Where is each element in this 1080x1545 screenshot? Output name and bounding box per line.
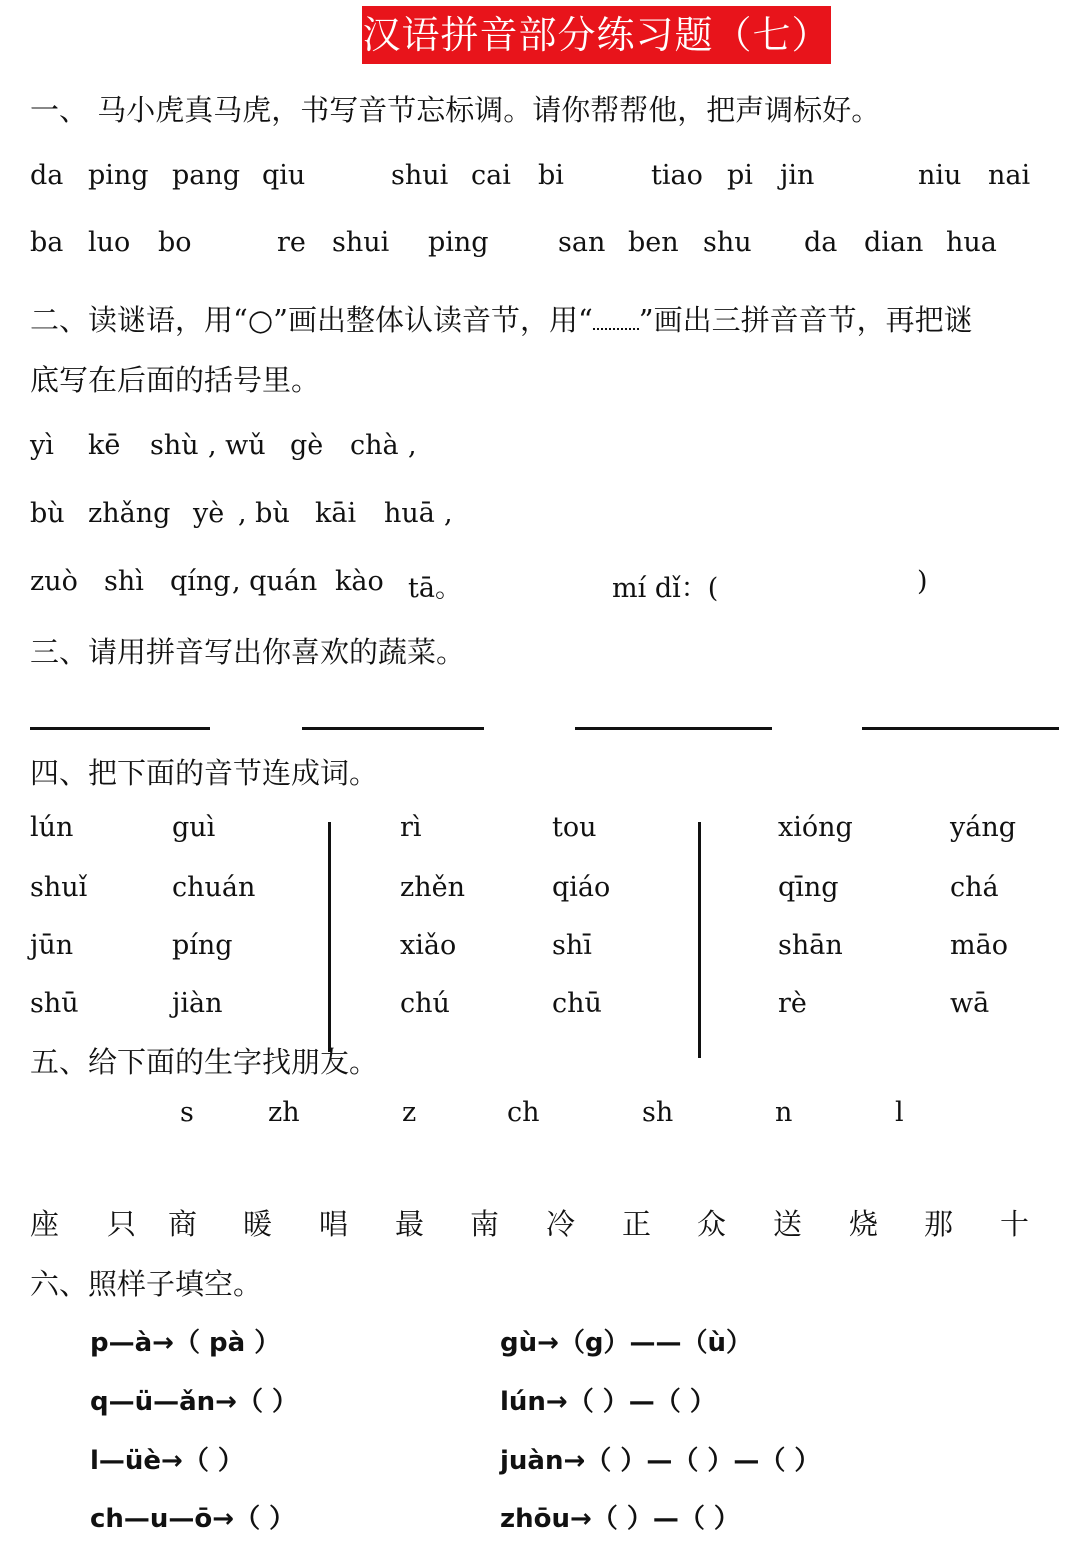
chinese-character: 冷 — [546, 1207, 576, 1241]
syllable-right: chū — [552, 988, 602, 1019]
syllable-right: qiáo — [552, 872, 611, 903]
riddle-syllable: shù — [150, 430, 199, 461]
riddle-syllable: , — [408, 430, 417, 461]
answer-blank-2[interactable] — [302, 727, 484, 730]
riddle-syllable: yì — [30, 430, 54, 461]
pinyin-syllable: san — [558, 227, 606, 258]
riddle-syllable: , wǔ — [208, 430, 266, 461]
section-6-heading: 六、照样子填空。 — [30, 1267, 263, 1301]
syllable-left: rè — [778, 988, 807, 1019]
syllable-left: jūn — [30, 930, 74, 961]
initial-consonant: s — [180, 1097, 194, 1128]
riddle-syllable: qíng — [170, 566, 231, 597]
riddle-syllable: , bù — [238, 498, 290, 529]
initial-consonant: l — [895, 1097, 904, 1128]
chinese-character: 送 — [773, 1207, 803, 1241]
syllable-left: zhěn — [400, 872, 465, 903]
pinyin-syllable: shu — [703, 227, 752, 258]
chinese-character: 南 — [470, 1207, 500, 1241]
chinese-character: 十 — [1000, 1207, 1030, 1241]
pinyin-syllable: niu — [918, 160, 962, 191]
riddle-syllable: gè — [290, 430, 324, 461]
pinyin-syllable: qiu — [262, 160, 306, 191]
riddle-syllable: kē — [88, 430, 121, 461]
chinese-character: 众 — [697, 1207, 727, 1241]
example-right: juàn→（ ）—（ ）—（ ） — [500, 1446, 821, 1476]
syllable-left: xióng — [778, 812, 853, 843]
pinyin-syllable: luo — [88, 227, 131, 258]
riddle-syllable: , quán — [232, 566, 318, 597]
syllable-left: qīng — [778, 872, 839, 903]
riddle-syllable: zhǎng — [88, 498, 171, 529]
example-left: l—üè→（ ） — [90, 1446, 244, 1476]
column-divider-2 — [698, 822, 701, 1058]
section-5-heading: 五、给下面的生字找朋友。 — [30, 1045, 379, 1079]
section-2-heading-part-a: 二、读谜语，用“○”画出整体认读音节，用“ — [30, 303, 593, 337]
example-right: zhōu→（ ）—（ ） — [500, 1504, 740, 1534]
wavy-underline-sample — [593, 306, 639, 330]
chinese-character: 唱 — [319, 1207, 349, 1241]
syllable-left: rì — [400, 812, 422, 843]
initial-consonant: ch — [507, 1097, 540, 1128]
pinyin-syllable: ping — [428, 227, 489, 258]
section-2-heading — [30, 298, 973, 339]
syllable-right: píng — [172, 930, 233, 961]
section-2-heading-part-b: ”画出三拼音音节，再把谜 — [638, 303, 973, 337]
riddle-syllable: huā — [384, 498, 435, 529]
section-4-heading: 四、把下面的音节连成词。 — [30, 756, 379, 790]
syllable-left: chú — [400, 988, 450, 1019]
section-1-heading: 一、 马小虎真马虎，书写音节忘标调。请你帮帮他，把声调标好。 — [30, 93, 881, 127]
pinyin-syllable: bo — [158, 227, 192, 258]
pinyin-syllable: pang — [172, 160, 241, 191]
riddle-syllable: tā。 — [408, 573, 462, 604]
syllable-left: shuǐ — [30, 872, 88, 903]
chinese-character: 烧 — [849, 1207, 879, 1241]
example-left: q—ü—ǎn→（ ） — [90, 1387, 299, 1417]
answer-blank-3[interactable] — [575, 727, 772, 730]
syllable-left: shū — [30, 988, 79, 1019]
chinese-character: 只 — [107, 1207, 137, 1241]
riddle-syllable: zuò — [30, 566, 78, 597]
chinese-character: 最 — [395, 1207, 425, 1241]
column-divider-1 — [328, 822, 331, 1052]
chinese-character: 暖 — [243, 1207, 273, 1241]
initial-consonant: n — [775, 1097, 793, 1128]
pinyin-syllable: re — [277, 227, 306, 258]
chinese-character: 那 — [924, 1207, 954, 1241]
pinyin-syllable: tiao — [651, 160, 703, 191]
pinyin-syllable: ping — [88, 160, 149, 191]
syllable-right: shī — [552, 930, 592, 961]
riddle-answer-close: ) — [917, 566, 928, 597]
syllable-right: chuán — [172, 872, 256, 903]
chinese-character: 正 — [622, 1207, 652, 1241]
pinyin-syllable: ba — [30, 227, 64, 258]
answer-blank-4[interactable] — [862, 727, 1059, 730]
riddle-syllable: bù — [30, 498, 65, 529]
pinyin-syllable: da — [804, 227, 838, 258]
section-3-heading: 三、请用拼音写出你喜欢的蔬菜。 — [30, 635, 466, 669]
riddle-answer-label: mí dǐ：( — [612, 573, 719, 604]
example-left: p—à→（ pà ） — [90, 1328, 281, 1358]
example-right: gù→（g）——（ù） — [500, 1328, 753, 1358]
pinyin-syllable: shui — [391, 160, 449, 191]
pinyin-syllable: hua — [946, 227, 997, 258]
pinyin-syllable: cai — [471, 160, 511, 191]
answer-blank-1[interactable] — [30, 727, 210, 730]
syllable-right: guì — [172, 812, 216, 843]
initial-consonant: zh — [268, 1097, 300, 1128]
syllable-right: chá — [950, 872, 999, 903]
riddle-syllable: yè — [193, 498, 225, 529]
pinyin-syllable: ben — [628, 227, 679, 258]
riddle-syllable: , — [444, 498, 453, 529]
syllable-left: xiǎo — [400, 930, 457, 961]
syllable-right: jiàn — [172, 988, 223, 1019]
pinyin-syllable: shui — [332, 227, 390, 258]
syllable-right: tou — [552, 812, 597, 843]
riddle-syllable: shì — [104, 566, 144, 597]
pinyin-syllable: pi — [727, 160, 753, 191]
pinyin-syllable: jin — [780, 160, 815, 191]
pinyin-syllable: da — [30, 160, 64, 191]
syllable-left: shān — [778, 930, 843, 961]
pinyin-syllable: nai — [988, 160, 1031, 191]
syllable-right: yáng — [950, 812, 1017, 843]
initial-consonant: z — [402, 1097, 417, 1128]
riddle-syllable: kào — [335, 566, 384, 597]
syllable-left: lún — [30, 812, 74, 843]
pinyin-syllable: dian — [864, 227, 924, 258]
syllable-right: māo — [950, 930, 1008, 961]
initial-consonant: sh — [642, 1097, 674, 1128]
chinese-character: 商 — [168, 1207, 198, 1241]
riddle-syllable: kāi — [315, 498, 357, 529]
example-right: lún→（ ）—（ ） — [500, 1387, 716, 1417]
chinese-character: 座 — [30, 1207, 60, 1241]
section-2-heading-line-2: 底写在后面的括号里。 — [30, 363, 321, 397]
syllable-right: wā — [950, 988, 990, 1019]
pinyin-syllable: bi — [538, 160, 564, 191]
page-title: 汉语拼音部分练习题（七） — [362, 6, 831, 64]
example-left: ch—u—ō→（ ） — [90, 1504, 296, 1534]
riddle-syllable: chà — [350, 430, 399, 461]
